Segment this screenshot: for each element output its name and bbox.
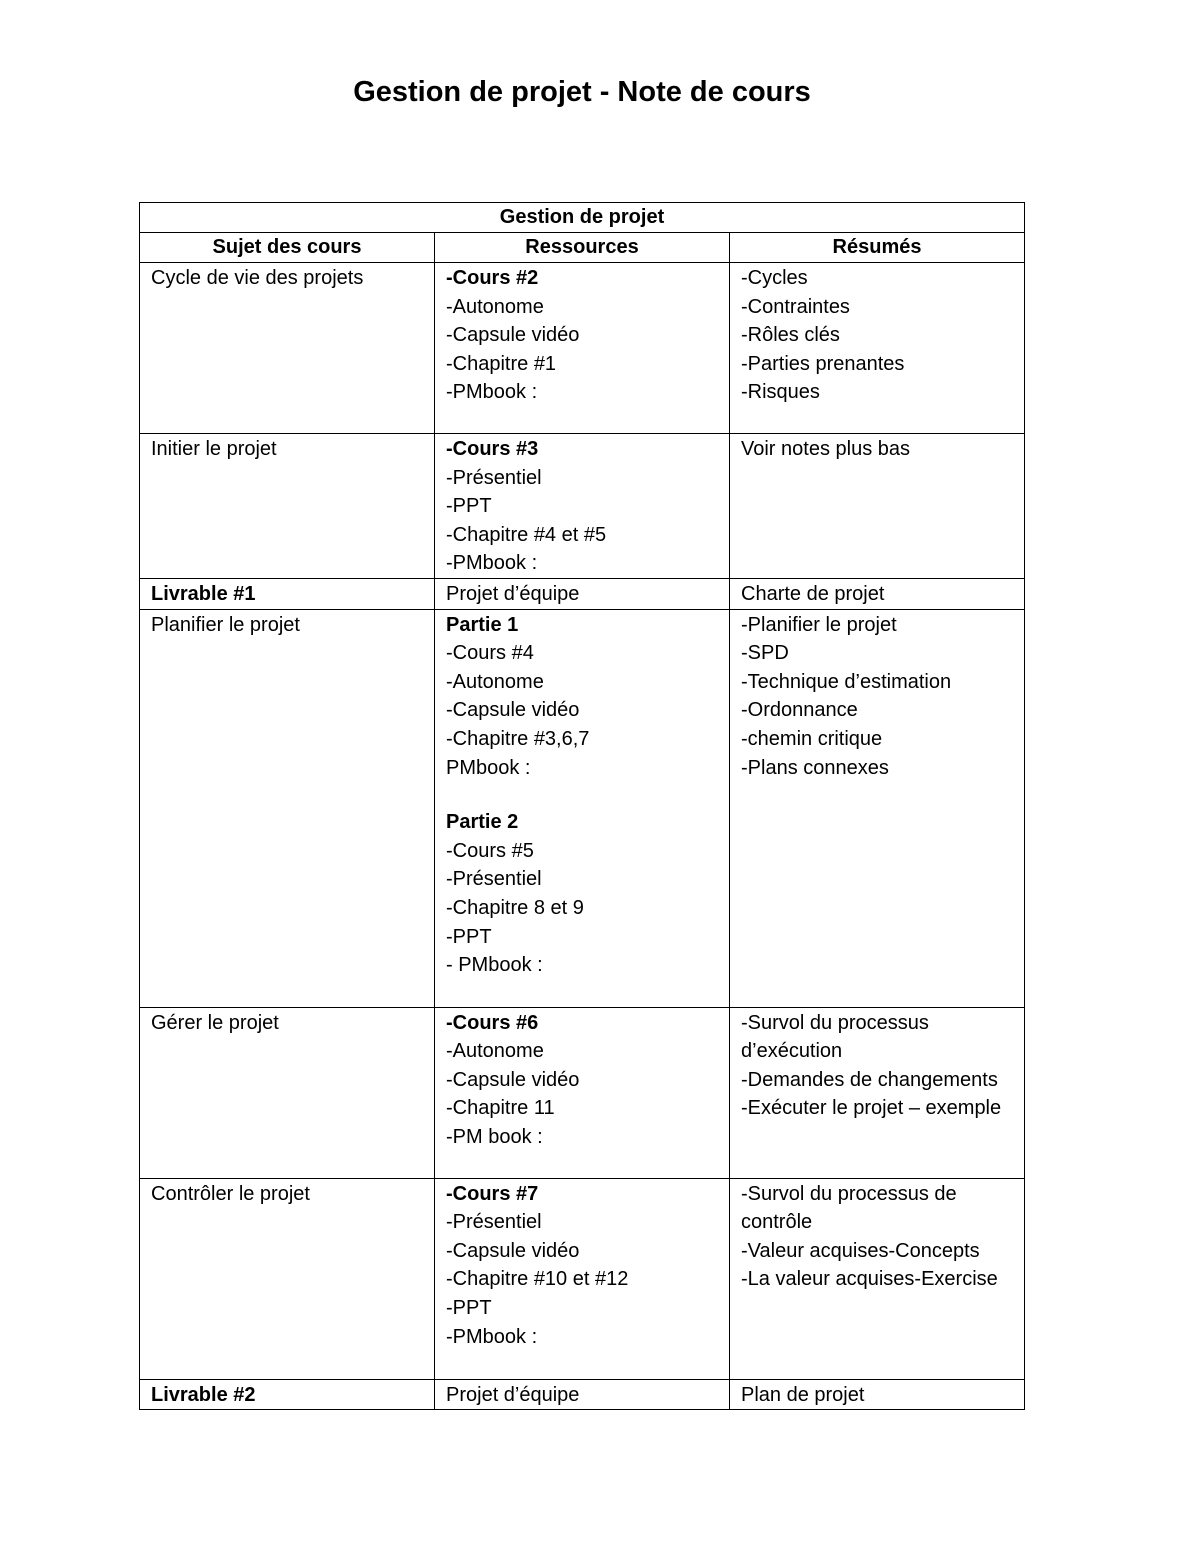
- resource-item: Projet d’équipe: [446, 583, 580, 605]
- summaries-cell: [730, 609, 1025, 1007]
- table-row: [140, 1379, 1025, 1410]
- summary-item: -Cycles: [741, 267, 808, 289]
- table-row: [140, 579, 1025, 610]
- resource-item: -Capsule vidéo: [446, 699, 580, 722]
- summary-item: -Survol du processus d’exécution: [741, 1011, 929, 1063]
- summary-item: -Valeur acquises-Concepts: [741, 1239, 980, 1262]
- summaries-cell: [730, 1379, 1025, 1410]
- table-caption-row: [140, 203, 1025, 233]
- subject-text: Initier le projet: [151, 438, 277, 460]
- resource-item: -Autonome: [446, 295, 544, 318]
- header-resources: Ressources: [435, 233, 730, 263]
- deliverable-label: Livrable #1: [151, 583, 256, 605]
- summaries-cell: [730, 434, 1025, 579]
- summary-item: Charte de projet: [741, 583, 885, 605]
- summary-item: -Rôles clés: [741, 324, 840, 347]
- part-title: Partie 2: [446, 811, 519, 834]
- resource-item: -Capsule vidéo: [446, 1239, 580, 1262]
- summary-item: -chemin critique: [741, 727, 883, 750]
- subject-text: Planifier le projet: [151, 613, 300, 636]
- spacer: [446, 782, 720, 808]
- course-number: -Cours #6: [446, 1011, 539, 1034]
- resources-cell: [435, 434, 730, 579]
- deliverable-label: Livrable #2: [151, 1383, 256, 1406]
- resource-item: -PMbook :: [446, 381, 538, 404]
- subject-text: Contrôler le projet: [151, 1182, 310, 1205]
- resources-cell: [435, 1379, 730, 1410]
- resource-item: PMbook :: [446, 756, 531, 779]
- resource-item: -Présentiel: [446, 1211, 542, 1234]
- subject-cell: [140, 609, 435, 1007]
- summary-item: -Ordonnance: [741, 699, 858, 722]
- part-title: Partie 1: [446, 613, 519, 636]
- summary-item: Voir notes plus bas: [741, 438, 910, 460]
- summary-item: -Exécuter le projet – exemple: [741, 1097, 1002, 1120]
- summary-item: -Risques: [741, 381, 820, 404]
- summary-item: -Contraintes: [741, 295, 850, 318]
- table-row: [140, 1178, 1025, 1379]
- subject-cell: [140, 1178, 435, 1379]
- summaries-cell: [730, 1178, 1025, 1379]
- summary-item: -Plans connexes: [741, 756, 889, 779]
- header-subject: Sujet des cours: [140, 233, 435, 263]
- resource-item: -PPT: [446, 925, 492, 948]
- resource-item: -Autonome: [446, 1040, 544, 1063]
- subject-text: Gérer le projet: [151, 1011, 279, 1034]
- subject-text: Cycle de vie des projets: [151, 267, 364, 289]
- summary-item: -La valeur acquises-Exercise: [741, 1268, 998, 1291]
- resource-item: -Chapitre 8 et 9: [446, 896, 584, 919]
- resources-cell: [435, 1007, 730, 1178]
- resource-item: -PPT: [446, 495, 492, 518]
- resource-item: - PMbook :: [446, 954, 543, 977]
- resource-item: -Chapitre #4 et #5: [446, 523, 607, 546]
- table-row: [140, 609, 1025, 1007]
- resources-cell: [435, 263, 730, 434]
- resource-item: -PMbook :: [446, 1325, 538, 1348]
- resource-item: -Chapitre #1: [446, 352, 557, 375]
- resource-item: -Capsule vidéo: [446, 1068, 580, 1091]
- resource-item: -Capsule vidéo: [446, 324, 580, 347]
- summaries-cell: [730, 263, 1025, 434]
- course-number: -Cours #2: [446, 267, 539, 289]
- resource-item: -Autonome: [446, 670, 544, 693]
- table-row: [140, 434, 1025, 579]
- summaries-cell: [730, 1007, 1025, 1178]
- summary-item: -SPD: [741, 642, 789, 665]
- resource-item: -Cours #5: [446, 839, 534, 862]
- summary-item: -Planifier le projet: [741, 613, 897, 636]
- summary-item: Plan de projet: [741, 1383, 865, 1406]
- resource-item: -Cours #4: [446, 642, 534, 665]
- resource-item: -Chapitre 11: [446, 1097, 555, 1120]
- resource-item: -Présentiel: [446, 868, 542, 891]
- resource-item: -PM book :: [446, 1125, 543, 1148]
- resource-item: -PMbook :: [446, 552, 538, 575]
- header-summaries: Résumés: [730, 233, 1025, 263]
- resources-cell: [435, 579, 730, 610]
- subject-cell: [140, 434, 435, 579]
- course-table: [139, 202, 1025, 1410]
- resource-item: -Chapitre #10 et #12: [446, 1268, 629, 1291]
- summary-item: -Parties prenantes: [741, 352, 905, 375]
- resources-cell: [435, 1178, 730, 1379]
- resource-item: -PPT: [446, 1296, 492, 1319]
- summary-item: -Survol du processus de contrôle: [741, 1182, 957, 1234]
- course-number: -Cours #3: [446, 438, 539, 460]
- resource-item: Projet d’équipe: [446, 1383, 580, 1406]
- resources-cell: [435, 609, 730, 1007]
- table-row: [140, 1007, 1025, 1178]
- table-caption: Gestion de projet: [140, 203, 1025, 233]
- resource-item: -Chapitre #3,6,7: [446, 727, 590, 750]
- summary-item: -Demandes de changements: [741, 1068, 998, 1091]
- table-row: [140, 263, 1025, 434]
- resource-item: -Présentiel: [446, 466, 542, 489]
- subject-cell: [140, 263, 435, 434]
- summary-item: -Technique d’estimation: [741, 670, 952, 693]
- course-number: -Cours #7: [446, 1182, 539, 1205]
- table-header-row: [140, 233, 1025, 263]
- subject-cell: [140, 1007, 435, 1178]
- page-title: Gestion de projet - Note de cours: [353, 76, 811, 108]
- subject-cell: [140, 1379, 435, 1410]
- summaries-cell: [730, 579, 1025, 610]
- subject-cell: [140, 579, 435, 610]
